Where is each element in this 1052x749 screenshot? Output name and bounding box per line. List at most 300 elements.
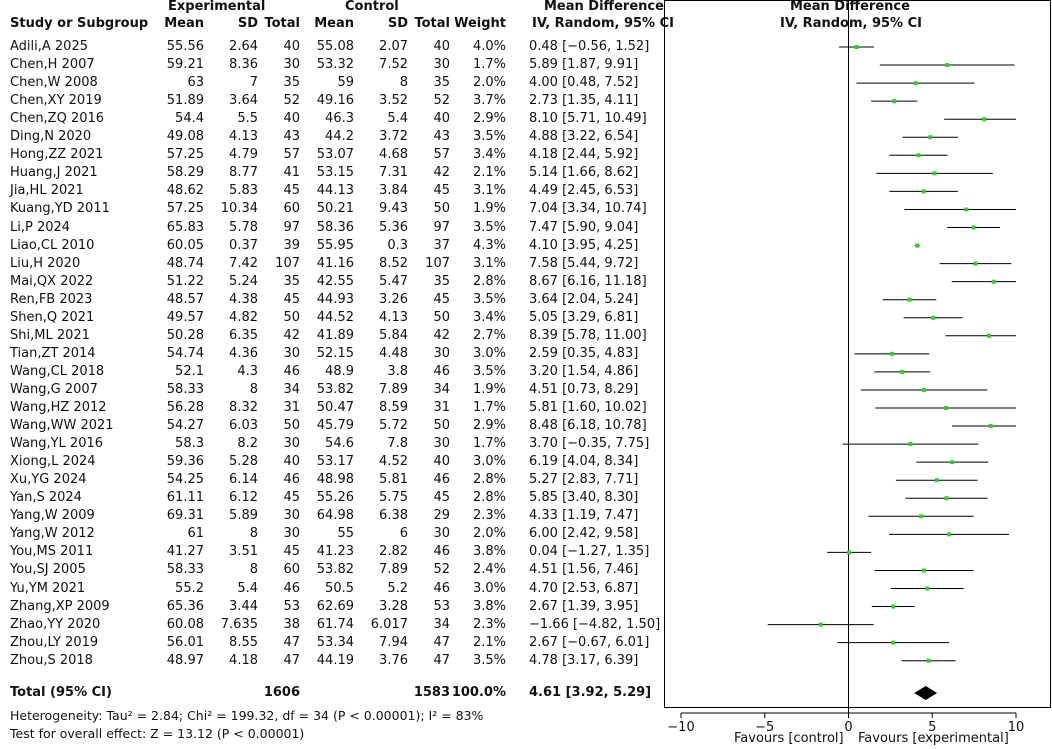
weight-value: 1.9% (472, 381, 506, 397)
ci-value: 4.18 [2.44, 5.92] (529, 147, 639, 163)
ci-value: 7.47 [5.90, 9.04] (529, 219, 639, 235)
pooled-diamond (914, 686, 937, 700)
total-control-row: 30 (433, 436, 450, 452)
mean-control: 44.93 (316, 291, 354, 307)
total-control-row: 107 (425, 255, 450, 271)
mean-experimental: 65.83 (166, 219, 204, 235)
effect-marker (935, 478, 939, 482)
mean-control: 64.98 (316, 508, 354, 524)
total-experimental-row: 30 (283, 508, 300, 524)
weight-value: 2.3% (472, 508, 506, 524)
mean-experimental: 59.36 (166, 454, 204, 470)
total-experimental-row: 39 (283, 237, 300, 253)
sd-experimental: 8.2 (237, 436, 258, 452)
ci-value: 2.73 [1.35, 4.11] (529, 93, 639, 109)
mean-experimental: 52.1 (175, 363, 204, 379)
mean-experimental: 57.25 (166, 201, 204, 217)
total-control-row: 40 (433, 454, 450, 470)
weight-value: 1.9% (472, 201, 506, 217)
weight-value: 3.4% (472, 147, 506, 163)
weight-value: 4.0% (472, 39, 506, 54)
weight-value: 2.9% (472, 418, 506, 434)
sd-experimental: 0.37 (229, 237, 258, 253)
mean-control: 49.16 (316, 93, 354, 109)
study-name: Hong,ZZ 2021 (10, 147, 104, 163)
mean-experimental: 61.11 (166, 490, 204, 506)
mean-control: 55 (337, 526, 354, 542)
effect-marker (945, 63, 949, 67)
total-control-row: 45 (433, 490, 450, 506)
weight-value: 3.0% (472, 454, 506, 470)
total-control-row: 40 (433, 111, 450, 127)
header-total-control: Total (414, 16, 450, 31)
sd-control: 4.68 (379, 147, 408, 163)
weight-value: 2.1% (472, 634, 506, 650)
mean-control: 53.32 (316, 57, 354, 73)
header-sd-control: SD (387, 16, 408, 31)
total-experimental-row: 52 (283, 93, 300, 109)
mean-experimental: 61 (187, 526, 204, 542)
mean-experimental: 51.89 (166, 93, 204, 109)
sd-control: 5.2 (387, 580, 408, 596)
total-control-row: 30 (433, 526, 450, 542)
study-name: Shi,ML 2021 (10, 327, 90, 343)
mean-control: 53.82 (316, 381, 354, 397)
sd-experimental: 8 (249, 562, 258, 578)
mean-experimental: 55.56 (166, 39, 204, 54)
study-name: Xu,YG 2024 (10, 472, 87, 488)
mean-experimental: 65.36 (166, 598, 204, 614)
mean-control: 54.6 (325, 436, 354, 452)
study-name: Liao,CL 2010 (10, 237, 95, 253)
study-name: Zhao,YY 2020 (10, 616, 101, 632)
sd-experimental: 5.89 (229, 508, 258, 524)
ci-value: 4.00 [0.48, 7.52] (529, 75, 639, 91)
total-control-row: 42 (433, 165, 450, 181)
sd-experimental: 5.83 (229, 183, 258, 199)
total-control-row: 31 (433, 400, 450, 415)
total-experimental-row: 30 (283, 436, 300, 452)
sd-control: 7.89 (379, 381, 408, 397)
header-experimental: Experimental (168, 0, 266, 14)
total-control-row: 53 (433, 598, 450, 614)
total-experimental-row: 45 (283, 291, 300, 307)
total-control: 1583 (413, 685, 450, 700)
total-ci: 4.61 [3.92, 5.29] (529, 685, 652, 700)
weight-value: 2.9% (472, 111, 506, 127)
ci-value: −1.66 [−4.82, 1.50] (529, 616, 661, 632)
mean-experimental: 49.08 (166, 129, 204, 145)
total-experimental-row: 30 (283, 57, 300, 73)
mean-control: 44.2 (325, 129, 354, 145)
mean-experimental: 56.28 (166, 400, 204, 415)
total-experimental-row: 45 (283, 544, 300, 560)
study-name: Adili,A 2025 (10, 39, 88, 54)
sd-experimental: 5.24 (229, 273, 258, 289)
mean-control: 44.52 (316, 309, 354, 325)
weight-value: 2.8% (472, 472, 506, 488)
sd-control: 4.13 (379, 309, 408, 325)
effect-marker (892, 99, 896, 103)
ci-value: 6.19 [4.04, 8.34] (529, 454, 639, 470)
total-control-row: 37 (433, 237, 450, 253)
total-experimental-row: 97 (283, 219, 300, 235)
ci-value: 5.81 [1.60, 10.02] (529, 400, 647, 415)
effect-marker (987, 334, 991, 338)
sd-control: 6.38 (379, 508, 408, 524)
sd-experimental: 8.32 (229, 400, 258, 415)
study-name: Ding,N 2020 (10, 129, 92, 145)
ci-value: 4.70 [2.53, 6.87] (529, 580, 639, 596)
effect-marker (915, 244, 919, 248)
ci-value: 4.88 [3.22, 6.54] (529, 129, 639, 145)
effect-marker (973, 262, 977, 266)
total-control-row: 46 (433, 544, 450, 560)
total-control-row: 46 (433, 580, 450, 596)
sd-control: 3.8 (387, 363, 408, 379)
effect-marker (982, 117, 986, 121)
total-experimental-row: 107 (275, 255, 300, 271)
weight-value: 2.8% (472, 273, 506, 289)
mean-experimental: 57.25 (166, 147, 204, 163)
sd-control: 7.8 (387, 436, 408, 452)
total-control-row: 97 (433, 219, 450, 235)
sd-experimental: 3.51 (229, 544, 258, 560)
total-experimental-row: 45 (283, 183, 300, 199)
ci-value: 7.58 [5.44, 9.72] (529, 255, 639, 271)
mean-experimental: 54.4 (175, 111, 204, 127)
sd-control: 3.28 (379, 598, 408, 614)
mean-control: 45.79 (316, 418, 354, 434)
x-tick-label: −5 (755, 720, 775, 735)
sd-control: 7.31 (379, 165, 408, 181)
effect-marker (891, 641, 895, 645)
header-mean-difference: Mean Difference (544, 0, 664, 14)
total-experimental: 1606 (263, 685, 300, 700)
effect-marker (922, 388, 926, 392)
total-control-row: 45 (433, 291, 450, 307)
sd-control: 5.75 (379, 490, 408, 506)
sd-experimental: 4.36 (229, 345, 258, 361)
total-experimental-row: 46 (283, 580, 300, 596)
total-control-row: 46 (433, 363, 450, 379)
ci-value: 5.89 [1.87, 9.91] (529, 57, 639, 73)
study-name: Wang,G 2007 (10, 381, 98, 397)
ci-value: 2.59 [0.35, 4.83] (529, 345, 639, 361)
sd-control: 3.76 (379, 652, 408, 668)
weight-value: 3.7% (472, 93, 506, 109)
study-name: You,MS 2011 (10, 544, 94, 560)
header-method-plot: IV, Random, 95% CI (780, 16, 922, 31)
effect-marker (890, 352, 894, 356)
sd-control: 3.72 (379, 129, 408, 145)
mean-experimental: 69.31 (166, 508, 204, 524)
mean-experimental: 58.3 (175, 436, 204, 452)
effect-marker (847, 550, 851, 554)
weight-value: 3.5% (472, 652, 506, 668)
study-name: Zhou,LY 2019 (10, 634, 99, 650)
mean-control: 41.89 (316, 327, 354, 343)
sd-experimental: 5.4 (237, 580, 258, 596)
effect-marker (922, 568, 926, 572)
total-weight: 100.0% (451, 685, 506, 700)
weight-value: 3.0% (472, 345, 506, 361)
mean-control: 59 (337, 75, 354, 91)
weight-value: 3.5% (472, 291, 506, 307)
total-label: Total (95% CI) (10, 685, 112, 700)
total-control-row: 50 (433, 418, 450, 434)
total-experimental-row: 57 (283, 147, 300, 163)
mean-experimental: 49.57 (166, 309, 204, 325)
mean-control: 41.23 (316, 544, 354, 560)
mean-experimental: 55.2 (175, 580, 204, 596)
ci-value: 2.67 [−0.67, 6.01] (529, 634, 650, 650)
weight-value: 1.7% (472, 400, 506, 415)
mean-experimental: 60.05 (166, 237, 204, 253)
mean-experimental: 58.33 (166, 381, 204, 397)
sd-control: 5.72 (379, 418, 408, 434)
sd-experimental: 7 (249, 75, 258, 91)
study-name: Zhou,S 2018 (10, 652, 93, 668)
total-control-row: 30 (433, 57, 450, 73)
total-experimental-row: 47 (283, 634, 300, 650)
effect-marker (917, 153, 921, 157)
ci-value: 3.20 [1.54, 4.86] (529, 363, 639, 379)
mean-control: 48.9 (325, 363, 354, 379)
sd-experimental: 3.44 (229, 598, 258, 614)
ci-value: 4.78 [3.17, 6.39] (529, 652, 639, 668)
mean-control: 61.74 (316, 616, 354, 632)
mean-control: 53.15 (316, 165, 354, 181)
effect-marker (931, 316, 935, 320)
total-control-row: 34 (433, 381, 450, 397)
total-control-row: 52 (433, 562, 450, 578)
sd-control: 2.82 (379, 544, 408, 560)
mean-control: 44.13 (316, 183, 354, 199)
mean-control: 62.69 (316, 598, 354, 614)
study-name: Yang,W 2009 (10, 508, 95, 524)
sd-experimental: 4.3 (237, 363, 258, 379)
mean-control: 52.15 (316, 345, 354, 361)
mean-control: 48.98 (316, 472, 354, 488)
mean-control: 55.08 (316, 39, 354, 54)
study-name: Zhang,XP 2009 (10, 598, 110, 614)
sd-control: 5.4 (387, 111, 408, 127)
sd-control: 4.48 (379, 345, 408, 361)
sd-experimental: 7.635 (220, 616, 258, 632)
mean-control: 46.3 (325, 111, 354, 127)
x-tick-label: 5 (928, 720, 937, 735)
ci-value: 8.39 [5.78, 11.00] (529, 327, 647, 343)
sd-control: 0.3 (387, 237, 408, 253)
ci-value: 5.85 [3.40, 8.30] (529, 490, 639, 506)
effect-marker (944, 496, 948, 500)
sd-experimental: 6.35 (229, 327, 258, 343)
total-control-row: 30 (433, 345, 450, 361)
total-control-row: 34 (433, 616, 450, 632)
effect-marker (992, 280, 996, 284)
ci-value: 3.64 [2.04, 5.24] (529, 291, 639, 307)
sd-control: 5.84 (379, 327, 408, 343)
study-name: Tian,ZT 2014 (10, 345, 96, 361)
mean-control: 58.36 (316, 219, 354, 235)
total-experimental-row: 40 (283, 39, 300, 54)
total-experimental-row: 38 (283, 616, 300, 632)
ci-value: 4.10 [3.95, 4.25] (529, 237, 639, 253)
study-name: Xiong,L 2024 (10, 454, 96, 470)
total-control-row: 42 (433, 327, 450, 343)
mean-control: 44.19 (316, 652, 354, 668)
total-experimental-row: 50 (283, 418, 300, 434)
sd-experimental: 8 (249, 381, 258, 397)
overall-effect-text: Test for overall effect: Z = 13.12 (P < 0.00001) (10, 726, 305, 741)
ci-value: 0.48 [−0.56, 1.52] (529, 39, 650, 54)
sd-control: 8 (399, 75, 408, 91)
weight-value: 3.5% (472, 363, 506, 379)
ci-value: 4.49 [2.45, 6.53] (529, 183, 639, 199)
header-mean-control: Mean (314, 16, 354, 31)
ci-value: 4.51 [0.73, 8.29] (529, 381, 639, 397)
study-name: Mai,QX 2022 (10, 273, 94, 289)
ci-value: 8.10 [5.71, 10.49] (529, 111, 647, 127)
effect-marker (908, 442, 912, 446)
ci-value: 5.05 [3.29, 6.81] (529, 309, 639, 325)
mean-control: 50.47 (316, 400, 354, 415)
sd-control: 8.52 (379, 255, 408, 271)
sd-control: 7.52 (379, 57, 408, 73)
effect-marker (964, 207, 968, 211)
study-name: Chen,H 2007 (10, 57, 95, 73)
sd-control: 3.26 (379, 291, 408, 307)
effect-marker (927, 659, 931, 663)
sd-experimental: 10.34 (220, 201, 258, 217)
sd-control: 2.07 (379, 39, 408, 54)
effect-marker (950, 460, 954, 464)
header-method: IV, Random, 95% CI (532, 16, 674, 31)
mean-experimental: 58.29 (166, 165, 204, 181)
sd-experimental: 6.14 (229, 472, 258, 488)
total-control-row: 50 (433, 201, 450, 217)
weight-value: 2.4% (472, 562, 506, 578)
mean-control: 50.5 (325, 580, 354, 596)
ci-value: 6.00 [2.42, 9.58] (529, 526, 639, 542)
total-control-row: 43 (433, 129, 450, 145)
effect-marker (900, 370, 904, 374)
weight-value: 3.8% (472, 598, 506, 614)
x-tick-label: −10 (667, 720, 695, 735)
total-experimental-row: 47 (283, 652, 300, 668)
sd-control: 3.84 (379, 183, 408, 199)
effect-marker (922, 189, 926, 193)
header-mean-experimental: Mean (164, 16, 204, 31)
sd-control: 7.89 (379, 562, 408, 578)
mean-control: 41.16 (316, 255, 354, 271)
sd-control: 6 (399, 526, 408, 542)
sd-experimental: 4.38 (229, 291, 258, 307)
total-experimental-row: 45 (283, 490, 300, 506)
ci-value: 4.33 [1.19, 7.47] (529, 508, 639, 524)
header-sd-experimental: SD (237, 16, 258, 31)
weight-value: 3.4% (472, 309, 506, 325)
sd-experimental: 7.42 (229, 255, 258, 271)
weight-value: 2.1% (472, 165, 506, 181)
total-experimental-row: 35 (283, 75, 300, 91)
sd-control: 5.47 (379, 273, 408, 289)
xlabel-right: Favours [experimental] (858, 731, 1009, 746)
mean-control: 50.21 (316, 201, 354, 217)
total-experimental-row: 46 (283, 363, 300, 379)
sd-experimental: 2.64 (229, 39, 258, 54)
ci-value: 3.70 [−0.35, 7.75] (529, 436, 650, 452)
weight-value: 3.0% (472, 580, 506, 596)
mean-control: 53.07 (316, 147, 354, 163)
header-weight: Weight (454, 16, 506, 31)
sd-control: 8.59 (379, 400, 408, 415)
study-name: Wang,CL 2018 (10, 363, 105, 379)
total-experimental-row: 46 (283, 472, 300, 488)
total-control-row: 29 (433, 508, 450, 524)
mean-experimental: 60.08 (166, 616, 204, 632)
ci-value: 0.04 [−1.27, 1.35] (529, 544, 650, 560)
mean-experimental: 51.22 (166, 273, 204, 289)
weight-value: 3.5% (472, 129, 506, 145)
effect-marker (919, 514, 923, 518)
sd-experimental: 6.12 (229, 490, 258, 506)
ci-value: 4.51 [1.56, 7.46] (529, 562, 639, 578)
weight-value: 2.7% (472, 327, 506, 343)
sd-experimental: 5.5 (237, 111, 258, 127)
total-control-row: 35 (433, 75, 450, 91)
mean-experimental: 48.62 (166, 183, 204, 199)
effect-marker (933, 171, 937, 175)
effect-marker (855, 45, 859, 49)
study-name: Kuang,YD 2011 (10, 201, 110, 217)
mean-experimental: 54.25 (166, 472, 204, 488)
effect-marker (928, 135, 932, 139)
study-name: Huang,J 2021 (10, 165, 98, 181)
total-experimental-row: 53 (283, 598, 300, 614)
study-name: Yan,S 2024 (10, 490, 82, 506)
total-control-row: 50 (433, 309, 450, 325)
mean-experimental: 48.74 (166, 255, 204, 271)
sd-experimental: 5.28 (229, 454, 258, 470)
mean-experimental: 48.97 (166, 652, 204, 668)
heterogeneity-text: Heterogeneity: Tau² = 2.84; Chi² = 199.32, df = 34 (P < 0.00001); I² = 83% (10, 708, 484, 723)
weight-value: 3.8% (472, 544, 506, 560)
total-control-row: 35 (433, 273, 450, 289)
total-experimental-row: 60 (283, 201, 300, 217)
weight-value: 2.3% (472, 616, 506, 632)
header-study: Study or Subgroup (10, 16, 149, 31)
weight-value: 4.3% (472, 237, 506, 253)
ci-value: 5.27 [2.83, 7.71] (529, 472, 639, 488)
mean-control: 55.26 (316, 490, 354, 506)
total-experimental-row: 31 (283, 400, 300, 415)
sd-experimental: 3.64 (229, 93, 258, 109)
effect-marker (925, 587, 929, 591)
study-name: Wang,HZ 2012 (10, 400, 107, 415)
sd-experimental: 4.79 (229, 147, 258, 163)
ci-value: 8.67 [6.16, 11.18] (529, 273, 647, 289)
effect-marker (907, 298, 911, 302)
total-experimental-row: 60 (283, 562, 300, 578)
sd-control: 5.81 (379, 472, 408, 488)
total-control-row: 52 (433, 93, 450, 109)
mean-experimental: 58.33 (166, 562, 204, 578)
header-mean-difference-plot: Mean Difference (790, 0, 910, 14)
ci-value: 2.67 [1.39, 3.95] (529, 598, 639, 614)
study-name: You,SJ 2005 (10, 562, 86, 578)
